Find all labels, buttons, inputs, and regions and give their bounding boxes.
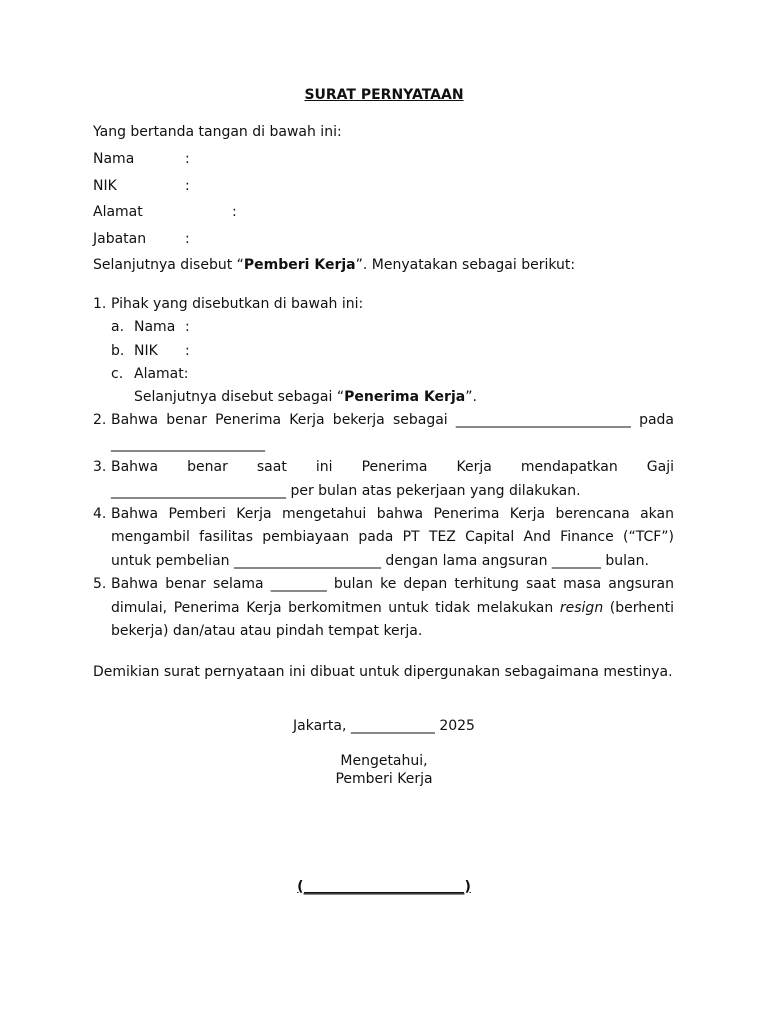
- sub-item-b-letter: b.: [111, 343, 125, 359]
- item-5-line-2-prefix: dimulai, Penerima Kerja berkomitmen untuk tidak melakukan: [111, 600, 560, 616]
- employer-position-colon: :: [185, 231, 190, 247]
- employer-name-label: Nama: [93, 151, 135, 167]
- item-5-line-1: Bahwa benar selama ________ bulan ke depan terhitung saat masa angsuran: [111, 576, 674, 592]
- sub-item-a-label: Nama: [134, 319, 176, 335]
- employer-referred-text: [93, 257, 575, 275]
- item-1-number: 1.: [93, 296, 107, 312]
- signature-line: (_______________________): [297, 879, 471, 895]
- item-5-line-3: bekerja) dan/atau atau pindah tempat kerja.: [111, 623, 423, 639]
- item-2-number: 2.: [93, 412, 107, 428]
- employer-position-label: Jabatan: [93, 231, 147, 247]
- sub-item-c-label: Alamat:: [134, 366, 189, 382]
- item-4-line-2: mengambil fasilitas pembiayaan pada PT TEZ Capital And Finance (“TCF”): [111, 529, 674, 545]
- employer-address-label: Alamat: [93, 204, 143, 220]
- employee-referred-suffix: ”.: [465, 389, 477, 405]
- employer-nik-colon: :: [185, 178, 190, 194]
- sub-item-b-label: NIK: [134, 343, 158, 359]
- signer-role: Pemberi Kerja: [335, 771, 433, 787]
- intro-text: Yang bertanda tangan di bawah ini:: [93, 124, 342, 140]
- place-date: Jakarta, ____________ 2025: [293, 718, 475, 734]
- item-5-line-2-suffix: (berhenti: [603, 600, 674, 616]
- employee-referred-text: [134, 389, 477, 407]
- item-3-line-2: _________________________ per bulan atas pekerjaan yang dilakukan.: [111, 483, 581, 499]
- sub-item-a-letter: a.: [111, 319, 125, 335]
- employer-name-colon: :: [185, 151, 190, 167]
- item-3-line-1: Bahwa benar saat ini Penerima Kerja mendapatkan Gaji: [111, 459, 674, 475]
- acknowledged-label: Mengetahui,: [340, 753, 428, 769]
- document-title: SURAT PERNYATAAN: [304, 87, 464, 103]
- item-4-line-1: Bahwa Pemberi Kerja mengetahui bahwa Penerima Kerja berencana akan: [111, 506, 674, 522]
- item-4-number: 4.: [93, 506, 107, 522]
- resign-word: resign: [559, 600, 604, 616]
- employer-address-colon: :: [232, 204, 237, 220]
- sub-item-c-letter: c.: [111, 366, 124, 382]
- item-5-line-2: [111, 600, 674, 618]
- sub-item-b-colon: :: [185, 343, 190, 359]
- employee-referred-prefix: Selanjutnya disebut sebagai “: [134, 389, 345, 405]
- sub-item-a-colon: :: [185, 319, 190, 335]
- item-1-text: Pihak yang disebutkan di bawah ini:: [111, 296, 364, 312]
- item-4-line-3: untuk pembelian _____________________ dengan lama angsuran _______ bulan.: [111, 553, 649, 569]
- employer-referred-prefix: Selanjutnya disebut “: [93, 257, 244, 273]
- employer-term: Pemberi Kerja: [243, 257, 356, 273]
- employer-referred-suffix: ”. Menyatakan sebagai berikut:: [355, 257, 576, 273]
- item-2-line-2: ______________________: [111, 436, 265, 452]
- item-3-number: 3.: [93, 459, 107, 475]
- item-2-line-1: Bahwa benar Penerima Kerja bekerja sebagai _________________________ pada: [111, 412, 674, 428]
- item-5-number: 5.: [93, 576, 107, 592]
- closing-paragraph: Demikian surat pernyataan ini dibuat untuk dipergunakan sebagaimana mestinya.: [93, 664, 673, 680]
- employer-nik-label: NIK: [93, 178, 117, 194]
- employee-term: Penerima Kerja: [344, 389, 466, 405]
